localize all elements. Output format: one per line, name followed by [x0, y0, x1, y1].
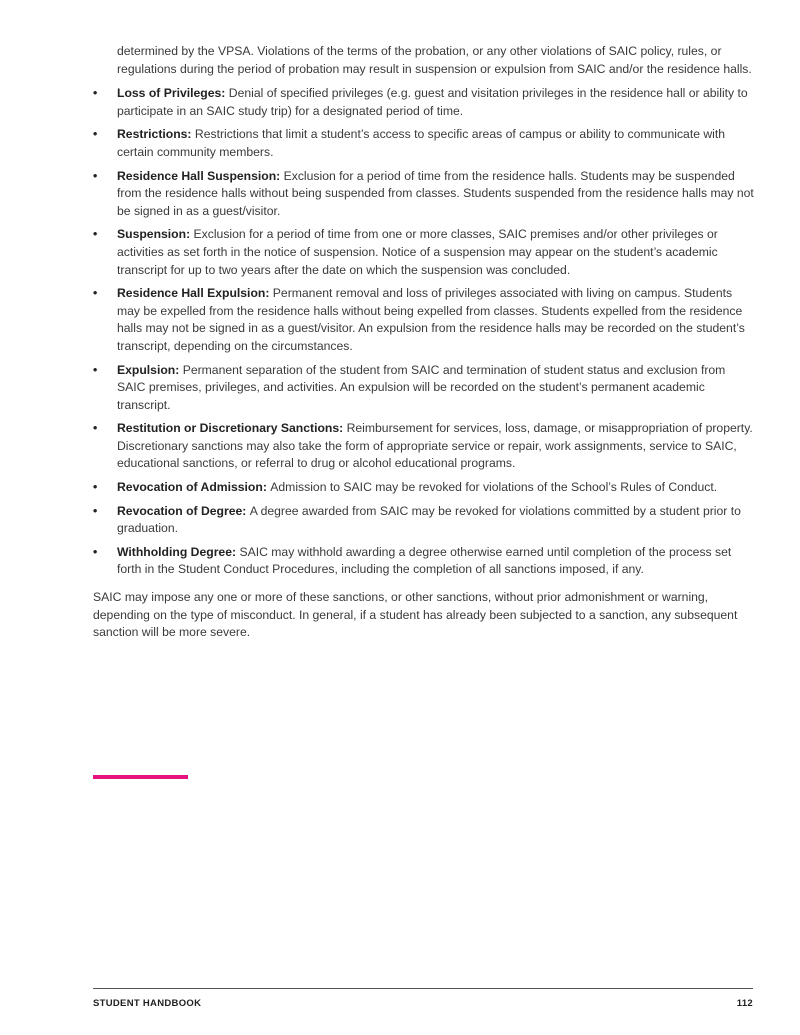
sanction-description: Denial of specified privileges (e.g. guest and visitation privileges in the residence hall or ability to participate in an SAIC study trip) for a designated period of time.: [117, 86, 748, 118]
bullet-icon: •: [93, 362, 98, 377]
bullet-icon: •: [93, 127, 98, 142]
sanction-item: [93, 362, 755, 415]
sanction-term: Revocation of Admission:: [117, 480, 271, 495]
sanction-term: Suspension:: [117, 227, 194, 242]
sanction-item: [93, 544, 755, 579]
footer-title: STUDENT HANDBOOK: [93, 998, 202, 1009]
sanction-item: [93, 503, 755, 538]
sanction-item: [93, 420, 755, 473]
sanction-item: [93, 126, 755, 161]
sanction-term: Withholding Degree:: [117, 544, 240, 559]
intro-continuation: determined by the VPSA. Violations of the terms of the probation, or any other violations of SAIC policy, rules, or regulations during the period of probation may result in suspension or expulsion from SAIC and/or the residence halls.: [117, 44, 752, 76]
sanction-description: Permanent removal and loss of privileges associated with living on campus. Students may be expelled from the residence halls without being expelled from classes. Students expelled from the residence halls may not be signed in as a guest/visitor. An expulsion from the residence halls may be recorded on the student’s transcript, depending on the circumstances.: [117, 286, 745, 353]
bullet-icon: •: [93, 286, 98, 301]
sanction-item: [93, 285, 755, 355]
sanction-description: Admission to SAIC may be revoked for violations of the School’s Rules of Conduct.: [270, 480, 718, 495]
bullet-icon: •: [93, 544, 98, 559]
sanction-term: Revocation of Degree:: [117, 503, 250, 518]
sanction-description: SAIC may withhold awarding a degree otherwise earned until completion of the process set forth in the Student Conduct Procedures, including the completion of all sanctions imposed, if any.: [117, 544, 732, 577]
sanction-item: [93, 168, 755, 221]
sanction-item: [93, 479, 755, 497]
closing-paragraph: SAIC may impose any one or more of these sanctions, or other sanctions, without prior admonishment or warning, depending on the type of misconduct. In general, if a student has already been subjected to a sanction, any subsequent sanction will be more severe.: [93, 590, 738, 640]
sanction-description: A degree awarded from SAIC may be revoked for violations committed by a student prior to graduation.: [117, 503, 741, 536]
sanction-term: Residence Hall Suspension:: [117, 168, 284, 183]
sanction-term: Restitution or Discretionary Sanctions:: [117, 421, 347, 436]
bullet-icon: •: [93, 480, 98, 495]
page-number: 112: [736, 998, 753, 1009]
sanction-term: Residence Hall Expulsion:: [117, 286, 273, 301]
accent-divider: [93, 775, 188, 779]
sanction-term: Expulsion:: [117, 362, 183, 377]
footer-divider: [93, 988, 753, 989]
page-content: [93, 43, 755, 642]
sanction-description: Restrictions that limit a student’s access to specific areas of campus or ability to communicate with certain community members.: [117, 127, 726, 159]
sanctions-list: [93, 85, 755, 579]
sanction-description: Permanent separation of the student from SAIC and termination of student status and exclusion from SAIC premises, privileges, and activities. An expulsion will be recorded on the student’s permanent academic transcript.: [117, 362, 726, 412]
sanction-item: [93, 226, 755, 279]
sanction-description: Exclusion for a period of time from one or more classes, SAIC premises and/or other privileges or activities as set forth in the notice of suspension. Notice of a suspension may appear on the student’s academic transcript for up to two years after the date on which the suspension was concluded.: [117, 227, 718, 277]
sanction-item: [93, 85, 755, 120]
bullet-icon: •: [93, 503, 98, 518]
bullet-icon: •: [93, 168, 98, 183]
sanction-description: Exclusion for a period of time from the residence halls. Students may be suspended from the residence halls without being suspended from classes. Students suspended from the residence halls may not be signed in as a guest/visitor.: [117, 168, 754, 218]
sanction-term: Loss of Privileges:: [117, 86, 229, 101]
sanction-description: Reimbursement for services, loss, damage, or misappropriation of property. Discretionary sanctions may also take the form of appropriate service or repair, work assignments, service to SAIC, educational sanctions, or referral to drug or alcohol educational programs.: [117, 421, 753, 471]
bullet-icon: •: [93, 86, 98, 101]
sanction-term: Restrictions:: [117, 127, 195, 142]
bullet-icon: •: [93, 421, 98, 436]
bullet-icon: •: [93, 227, 98, 242]
